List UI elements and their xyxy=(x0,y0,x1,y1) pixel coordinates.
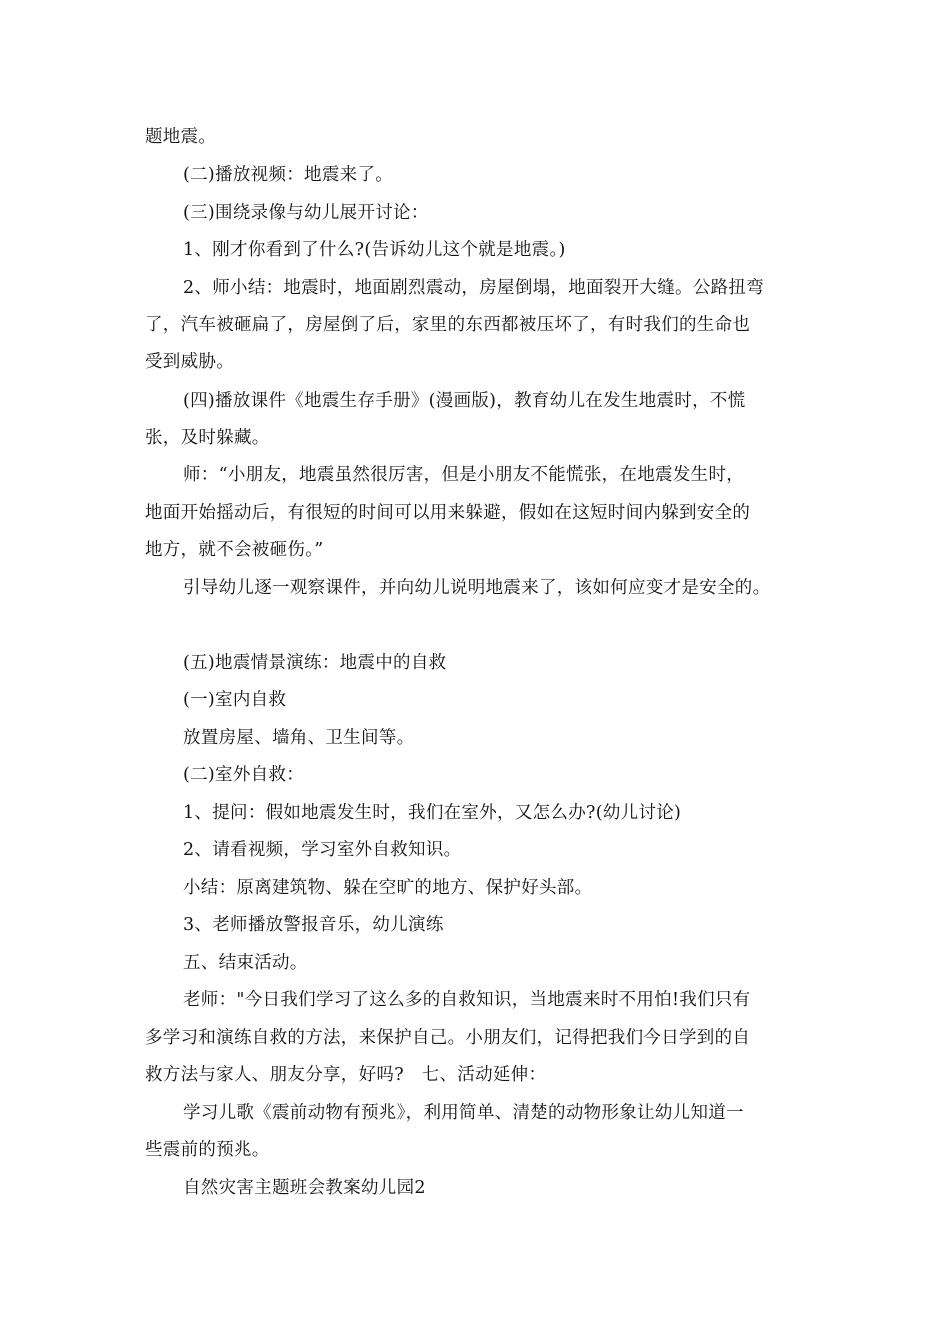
text-line: (四)播放课件《地震生存手册》(漫画版)，教育幼儿在发生地震时，不慌 xyxy=(183,391,746,411)
text-line: 自然灾害主题班会教案幼儿园2 xyxy=(183,1178,426,1198)
text-line: 2、请看视频，学习室外自救知识。 xyxy=(183,840,462,860)
text-line: 师：“小朋友，地震虽然很厉害，但是小朋友不能慌张，在地震发生时， xyxy=(183,465,745,485)
text-line: 五、结束活动。 xyxy=(183,953,308,973)
text-line: 些震前的预兆。 xyxy=(145,1140,270,1160)
text-line: 1、刚才你看到了什么?(告诉幼儿这个就是地震。) xyxy=(183,240,566,260)
text-line: 2、师小结：地震时，地面剧烈震动，房屋倒塌，地面裂开大缝。公路扭弯 xyxy=(183,278,765,298)
text-line: 地方，就不会被砸伤。” xyxy=(145,540,324,560)
text-line: 老师："今日我们学习了这么多的自救知识，当地震来时不用怕!我们只有 xyxy=(183,990,751,1010)
text-line: 张，及时躲藏。 xyxy=(145,428,270,448)
text-line: (五)地震情景演练：地震中的自救 xyxy=(183,653,447,673)
text-line: 3、老师播放警报音乐，幼儿演练 xyxy=(183,915,444,935)
text-line: 放置房屋、墙角、卫生间等。 xyxy=(183,728,415,748)
text-line: (三)围绕录像与幼儿展开讨论： xyxy=(183,203,429,223)
text-line: 小结：原离建筑物、躲在空旷的地方、保护好头部。 xyxy=(183,878,593,898)
text-line: (二)播放视频：地震来了。 xyxy=(183,165,394,185)
text-line: 引导幼儿逐一观察课件，并向幼儿说明地震来了，该如何应变才是安全的。 xyxy=(183,578,771,598)
text-line: 1、提问：假如地震发生时，我们在室外，又怎么办?(幼儿讨论) xyxy=(183,803,682,823)
text-line: (二)室外自救： xyxy=(183,765,305,785)
text-line: 受到威胁。 xyxy=(145,352,234,372)
text-line: 救方法与家人、朋友分享，好吗? 七、活动延伸： xyxy=(145,1065,547,1085)
text-line: 学习儿歌《震前动物有预兆》，利用简单、清楚的动物形象让幼儿知道一 xyxy=(183,1103,744,1123)
text-line: 多学习和演练自救的方法，来保护自己。小朋友们，记得把我们今日学到的自 xyxy=(145,1028,751,1048)
text-line: 题地震。 xyxy=(145,127,217,147)
text-line: 地面开始摇动后，有很短的时间可以用来躲避，假如在这短时间内躲到安全的 xyxy=(145,503,751,523)
text-line: 了，汽车被砸扁了，房屋倒了后，家里的东西都被压坏了，有时我们的生命也 xyxy=(145,315,751,335)
text-line: (一)室内自救 xyxy=(183,690,287,710)
